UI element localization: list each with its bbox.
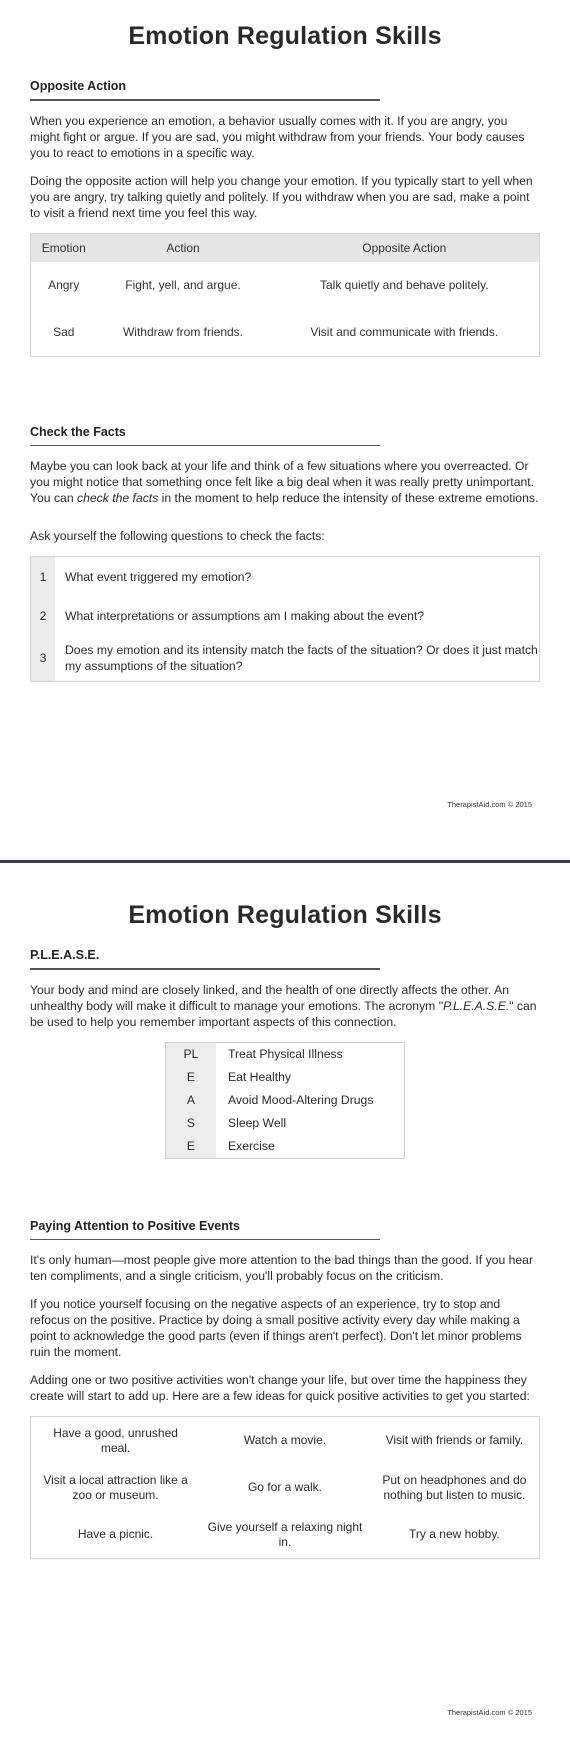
table-row bbox=[31, 309, 540, 357]
table-cell: Withdraw from friends. bbox=[122, 324, 244, 339]
activity-cell: Visit with friends or family. bbox=[385, 1433, 524, 1447]
table-row bbox=[31, 262, 540, 309]
activity-cell: Go for a walk. bbox=[247, 1480, 322, 1494]
page-title: Emotion Regulation Skills bbox=[128, 22, 442, 50]
positive-events-paragraph-2: If you notice yourself focusing on the negative aspects of an experience, try to stop and refocus on the positive. Practice by doing a small positive activity every day while making a point to acknowledge the good parts (even if things aren't perfect). Don't let minor problems ruin the moment. bbox=[30, 1297, 522, 1359]
paragraph-text: " can be used to help you remember important aspects of this connection. bbox=[30, 998, 537, 1029]
question-text: What event triggered my emotion? bbox=[65, 569, 252, 584]
activity-cell: Visit a local attraction like a zoo or museum. bbox=[43, 1472, 188, 1502]
emphasis-text: check the facts bbox=[77, 491, 159, 505]
table-cell: Fight, yell, and argue. bbox=[125, 277, 241, 292]
paragraph-text: Maybe you can look back at your life and think of a few situations where you overreacted. Or you might notice that something once felt like a big deal when it was really pretty unimportant. You can bbox=[30, 459, 535, 505]
please-letter: PL bbox=[166, 1042, 217, 1066]
section-heading-please: P.L.E.A.S.E. bbox=[30, 948, 100, 962]
table-row bbox=[31, 596, 540, 635]
table-row bbox=[31, 1464, 540, 1511]
table-header-row bbox=[31, 233, 540, 262]
please-item-text: Sleep Well bbox=[228, 1116, 287, 1130]
please-paragraph bbox=[30, 982, 540, 1030]
worksheet-page-1 bbox=[0, 0, 570, 860]
page-footer: TherapistAid.com © 2015 bbox=[447, 1708, 532, 1717]
table-row bbox=[166, 1042, 405, 1066]
please-item-text: Exercise bbox=[228, 1139, 275, 1153]
table-cell: Angry bbox=[48, 277, 80, 292]
table-row bbox=[31, 1511, 540, 1559]
table-cell: Sad bbox=[53, 324, 75, 339]
opposite-action-table bbox=[30, 233, 540, 357]
please-letter: E bbox=[166, 1066, 217, 1089]
question-number: 2 bbox=[31, 596, 56, 635]
positive-activities-table bbox=[30, 1416, 540, 1559]
heading-underline bbox=[30, 968, 380, 970]
table-row bbox=[166, 1089, 405, 1112]
table-cell: Talk quietly and behave politely. bbox=[319, 277, 489, 292]
section-heading-opposite-action: Opposite Action bbox=[30, 79, 127, 93]
activity-cell: Put on headphones and do nothing but listen to music. bbox=[382, 1472, 527, 1502]
section-heading-positive-events: Paying Attention to Positive Events bbox=[30, 1218, 240, 1233]
table-row bbox=[31, 557, 540, 597]
activity-cell: Have a good, unrushed meal. bbox=[53, 1425, 178, 1455]
paragraph-text: Your body and mind are closely linked, and the health of one directly affects the other. An unhealthy body will make it difficult to manage your emotions. The acronym " bbox=[30, 982, 510, 1013]
heading-underline bbox=[30, 445, 380, 447]
question-text: What interpretations or assumptions am I making about the event? bbox=[65, 608, 425, 623]
activity-cell: Try a new hobby. bbox=[409, 1527, 500, 1541]
activity-cell: Have a picnic. bbox=[77, 1527, 154, 1541]
positive-events-paragraph-1: It's only human—most people give more attention to the bad things than the good. If you hear ten compliments, and a single criticism, you'll probably focus on the criticism. bbox=[30, 1253, 534, 1283]
activity-cell: Give yourself a relaxing night in. bbox=[207, 1519, 363, 1549]
opposite-action-paragraph-2: Doing the opposite action will help you change your emotion. If you typically start to yell when you are angry, try talking quietly and politely. If you withdraw when you are sad, make a point to visit a friend next time you feel this way. bbox=[30, 173, 533, 220]
table-row bbox=[31, 1417, 540, 1465]
table-cell: Visit and communicate with friends. bbox=[310, 324, 499, 339]
question-number: 1 bbox=[31, 557, 56, 597]
page-title: Emotion Regulation Skills bbox=[128, 901, 442, 929]
table-header-cell: Opposite Action bbox=[270, 233, 540, 262]
check-facts-paragraph-2: Ask yourself the following questions to check the facts: bbox=[30, 529, 325, 543]
table-row bbox=[31, 635, 540, 682]
worksheet-page-2 bbox=[0, 863, 570, 1738]
please-item-text: Treat Physical Illness bbox=[228, 1047, 343, 1061]
please-letter: S bbox=[166, 1112, 217, 1135]
table-row bbox=[166, 1066, 405, 1089]
table-row bbox=[166, 1135, 405, 1159]
please-letter: E bbox=[166, 1135, 217, 1159]
activity-cell: Watch a movie. bbox=[243, 1433, 327, 1447]
heading-underline bbox=[30, 1239, 380, 1241]
positive-events-paragraph-3: Adding one or two positive activities won't change your life, but over time the happiness they create will start to add up. Here are a few ideas for quick positive activities to get you started: bbox=[30, 1373, 530, 1403]
check-facts-questions-table bbox=[30, 556, 540, 682]
table-header-cell: Action bbox=[96, 233, 269, 262]
heading-underline bbox=[30, 99, 380, 101]
page-footer: TherapistAid.com © 2015 bbox=[447, 800, 532, 809]
table-row bbox=[166, 1112, 405, 1135]
table-header-cell: Emotion bbox=[31, 233, 97, 262]
please-item-text: Avoid Mood-Altering Drugs bbox=[228, 1093, 374, 1107]
emphasis-text: P.L.E.A.S.E. bbox=[443, 998, 510, 1013]
please-item-text: Eat Healthy bbox=[228, 1070, 292, 1084]
question-text: Does my emotion and its intensity match the facts of the situation? Or does it just match my assumptions of the situation? bbox=[65, 643, 538, 673]
paragraph-text: in the moment to help reduce the intensity of these extreme emotions. bbox=[158, 491, 539, 505]
question-number: 3 bbox=[31, 635, 56, 682]
section-heading-check-facts: Check the Facts bbox=[30, 424, 126, 439]
opposite-action-paragraph-1: When you experience an emotion, a behavior usually comes with it. If you are angry, you might fight or argue. If you are sad, you might withdraw from your friends. Your body causes you to react to emotions in a specific way. bbox=[30, 113, 525, 160]
check-facts-paragraph-1 bbox=[30, 458, 540, 506]
please-letter: A bbox=[166, 1089, 217, 1112]
please-table bbox=[165, 1042, 405, 1159]
